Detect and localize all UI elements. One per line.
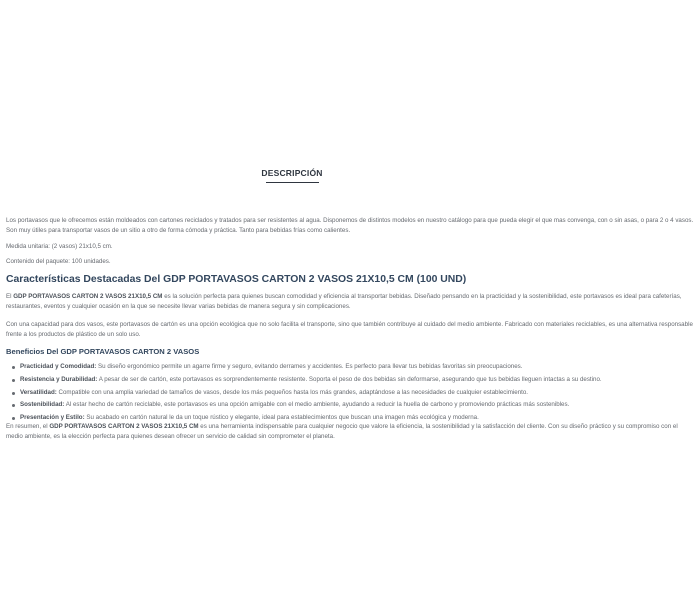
list-item [20,361,694,374]
benefit-text: Compatible con una amplia variedad de tamaños de vasos, desde los más pequeños hasta los más grandes, adaptándose a las necesidades de cualquier establecimiento. [56,388,529,396]
package-content: Contenido del paquete: 100 unidades. [6,258,111,266]
benefit-text: A pesar de ser de cartón, este portavasos es sorprendentemente resistente. Soporta el peso de dos bebidas sin deformarse, asegurando que tus bebidas lleguen intactas a su destino. [97,375,602,383]
para1-prefix: El [6,293,14,301]
summary-prefix: En resumen, el [6,423,50,431]
list-item [20,412,694,425]
bullet-icon [12,366,15,369]
summary-product-name: GDP PORTAVASOS CARTON 2 VASOS 21X10,5 CM [49,423,199,431]
product-description [6,216,694,442]
bullet-icon [12,392,15,395]
features-paragraph-2: Con una capacidad para dos vasos, este portavasos de cartón es una opción ecológica que no solo facilita el transporte, sino que también contribuye al cuidado del medio ambiente. Fabricado con materiales reciclables, es una alternativa responsable frente a los productos de plástico de un solo uso. [6,320,693,338]
product-name-bold: GDP PORTAVASOS CARTON 2 VASOS 21X10,5 CM [13,293,163,301]
benefit-title: Sostenibilidad: [20,401,65,409]
bullet-icon [12,404,15,407]
benefit-text: Su acabado en cartón natural le da un toque rústico y elegante, ideal para establecimientos que buscan una imagen más ecológica y moderna. [84,413,479,421]
active-tab-underline [266,182,319,183]
list-item [20,387,694,400]
summary-paragraph [6,422,694,442]
unit-measure: Medida unitaria: (2 vasos) 21x10,5 cm. [6,242,113,250]
bullet-icon [12,417,15,420]
benefits-heading: Beneficios Del GDP PORTAVASOS CARTON 2 VASOS [6,347,200,357]
summary-rest: es una herramienta indispensable para cualquier negocio que valore la eficiencia, la sostenibilidad y la satisfacción del cliente. Con su diseño práctico y su compromiso con el medio ambiente, es la elección perfecta para quienes desean ofrecer un servicio de calidad sin comprometer el planeta. [6,423,678,441]
benefit-title: Presentación y Estilo: [20,413,85,421]
tab-descripcion[interactable]: DESCRIPCIÓN [261,168,323,178]
benefit-text: Su diseño ergonómico permite un agarre firme y seguro, evitando derrames y accidentes. Es perfecto para llevar tus bebidas favoritas sin preocupaciones. [96,363,523,371]
features-heading: Características Destacadas Del GDP PORTAVASOS CARTON 2 VASOS 21X10,5 CM (100 UND) [6,274,467,286]
benefit-text: Al estar hecho de cartón reciclable, este portavasos es una opción amigable con el medio ambiente, ayudando a reducir la huella de carbono y promoviendo prácticas más sostenibles. [64,401,570,409]
list-item [20,374,694,387]
bullet-icon [12,379,15,382]
benefits-list [6,361,694,424]
benefit-title: Practicidad y Comodidad: [20,363,97,371]
intro-paragraph: Los portavasos que le ofrecemos están moldeados con cartones reciclados y tratados para ser resistentes al agua. Disponemos de distintos modelos en nuestro catálogo para que pueda elegir el que mas convenga, con o sin asas, o para 2 o 4 vasos. Son muy útiles para transportar vasos de un sitio a otro de forma cómoda y práctica. Tanto para bebidas frías como calientes. [6,217,694,234]
benefit-title: Resistencia y Durabilidad: [20,375,98,383]
features-paragraph-1 [6,292,694,312]
para1-rest: es la solución perfecta para quienes buscan comodidad y eficiencia al transportar bebidas. Diseñado pensando en la practicidad y la sostenibilidad, este portavasos es ideal para cafeterías, restaurantes, eventos y cualquier ocasión en la que se necesite llevar varias bebidas de manera segura y sin complicaciones. [6,293,682,310]
benefit-title: Versatilidad: [20,388,57,396]
list-item [20,399,694,412]
